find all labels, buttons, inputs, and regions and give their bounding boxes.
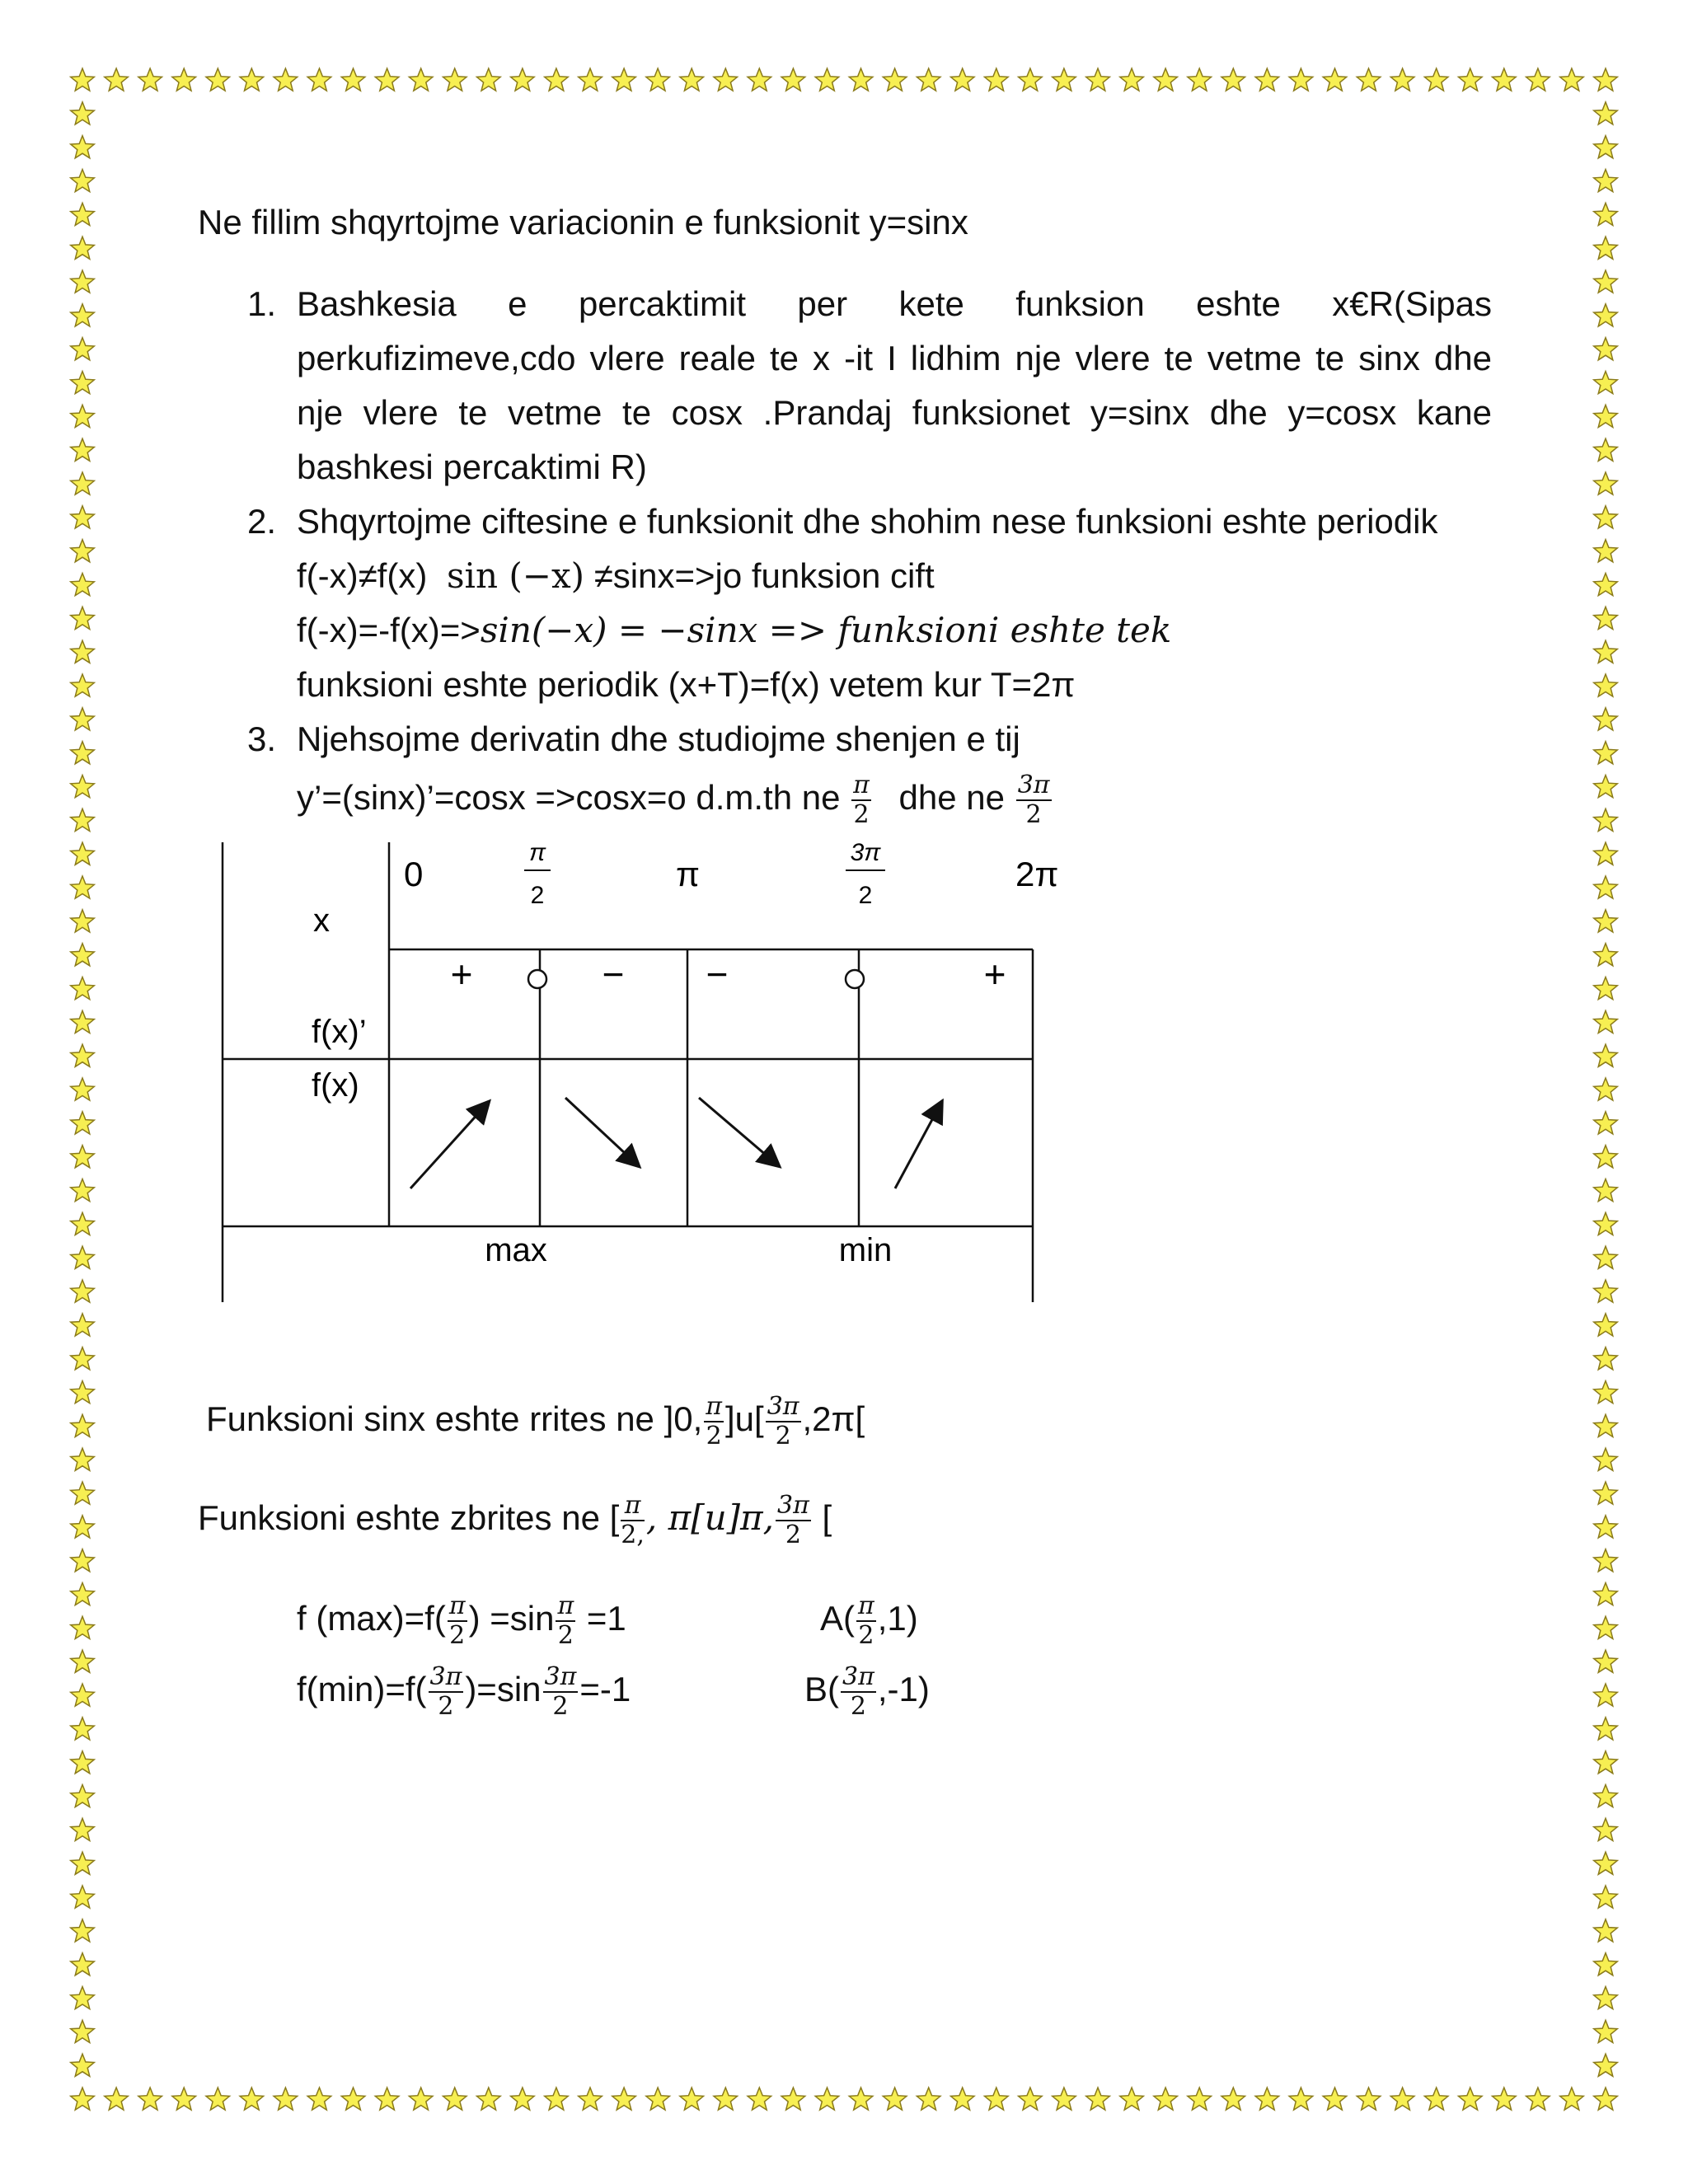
arrow-up-1 [410, 1103, 488, 1188]
item-3-line-2b: dhe ne [898, 778, 1006, 817]
item-2-line-2b: sin (−x) [447, 555, 585, 596]
sign-4: + [983, 953, 1006, 996]
x-value-2pi: 2π [1015, 855, 1059, 893]
sign-1: + [450, 953, 473, 996]
x-value-0: 0 [404, 855, 424, 893]
item-2-number: 2. [247, 502, 277, 541]
row-label-x: x [313, 902, 330, 939]
item-1-line-3: nje vlere te vetme te cosx .Prandaj funksionet y=sinx dhe y=cosx kane [297, 393, 1492, 432]
fraction-point-b: $\frac{3\pi}{2}$ [842, 1662, 874, 1721]
point-a: A( $\frac{\pi}{2}$ ,1) [820, 1591, 918, 1650]
item-2-line-1: Shqyrtojme ciftesine e funksionit dhe shohim nese funksioni eshte periodik [297, 502, 1438, 541]
fraction-fmin-arg: $\frac{3\pi}{2}$ [429, 1662, 462, 1721]
item-2-line-3a: f(-x)=-f(x)=> [297, 611, 481, 649]
item-2-line-3b: sin(−x) = −sinx => funksioni eshte tek [480, 610, 1172, 650]
svg-text:3π: 3π [850, 839, 881, 866]
increasing-intervals: Funksioni sinx eshte rrites ne ]0, $\frac{\pi}{2}$ ]u[ $\frac{3\pi}{2}$ ,2π[ [206, 1392, 865, 1451]
svg-text:2: 2 [530, 882, 545, 909]
item-2-line-2a: f(-x)≠f(x) [297, 556, 428, 595]
point-b: B( $\frac{3\pi}{2}$ ,-1) [804, 1662, 930, 1721]
fraction-pi-over-2: $\frac{\pi}{2}$ [853, 770, 870, 829]
item-2-line-4: funksioni eshte periodik (x+T)=f(x) vetem kur T=2π [297, 665, 1076, 704]
x-value-pi-over-2 [524, 839, 551, 909]
fraction-fmax-sin: $\frac{\pi}{2}$ [557, 1591, 574, 1650]
intro-text: Ne fillim shqyrtojme variacionin e funksionit y=sinx [198, 203, 968, 241]
f-min-equation: f(min)=f( $\frac{3\pi}{2}$ )=sin $\frac{3\pi}{2}$ =-1 [297, 1662, 631, 1721]
row-label-derivative: f(x)’ [312, 1014, 367, 1050]
item-1-number: 1. [247, 284, 277, 323]
fraction-fmax-arg: $\frac{\pi}{2}$ [448, 1591, 466, 1650]
sign-2: − [602, 953, 625, 996]
item-1-line-4: bashkesi percaktimi R) [297, 448, 647, 486]
fraction-3pi-over-2-dec: $\frac{3\pi}{2}$ [776, 1491, 809, 1549]
x-value-pi: π [676, 855, 700, 893]
x-value-3pi-over-2 [846, 839, 885, 909]
item-3-line-1: Njehsojme derivatin dhe studiojme shenjen e tij [297, 719, 1020, 758]
arrow-down-1 [565, 1098, 638, 1165]
svg-text:2: 2 [858, 882, 873, 909]
sign-3: − [706, 953, 729, 996]
zero-marker-pi-over-2 [528, 970, 546, 988]
fraction-fmin-sin: $\frac{3\pi}{2}$ [544, 1662, 577, 1721]
item-1-line-2: perkufizimeve,cdo vlere reale te x -it I lidhim nje vlere te vetme te sinx dhe [297, 339, 1492, 377]
item-3-number: 3. [247, 719, 277, 758]
arrow-up-2 [895, 1103, 941, 1188]
fraction-pi-over-2-dec: $\frac{\pi}{2,}$ [621, 1491, 645, 1549]
label-min: min [838, 1232, 893, 1268]
f-max-equation: f (max)=f( $\frac{\pi}{2}$ ) =sin $\frac{\pi}{2}$ =1 [297, 1591, 626, 1650]
variation-arrows [410, 1098, 941, 1188]
row-label-function: f(x) [312, 1067, 359, 1104]
zero-marker-3pi-over-2 [846, 970, 864, 988]
fraction-pi-over-2-inc: $\frac{\pi}{2}$ [706, 1392, 722, 1451]
item-1-line-1: Bashkesia e percaktimit per kete funksion eshte x€R(Sipas [297, 284, 1492, 323]
fraction-3pi-over-2: $\frac{3\pi}{2}$ [1017, 770, 1050, 829]
fraction-point-a: $\frac{\pi}{2}$ [858, 1591, 874, 1650]
decreasing-intervals: Funksioni eshte zbrites ne [ $\frac{\pi}{2,}$ , π[u]π, $\frac{3\pi}{2}$ [ [198, 1491, 832, 1549]
fraction-3pi-over-2-inc: $\frac{3\pi}{2}$ [767, 1392, 799, 1451]
svg-text:π: π [528, 839, 546, 866]
item-3-line-2a: y’=(sinx)’=cosx =>cosx=o d.m.th ne [297, 778, 841, 817]
label-max: max [485, 1232, 547, 1268]
item-2-line-2c: ≠sinx=>jo funksion cift [584, 556, 935, 595]
arrow-down-2 [699, 1098, 778, 1165]
